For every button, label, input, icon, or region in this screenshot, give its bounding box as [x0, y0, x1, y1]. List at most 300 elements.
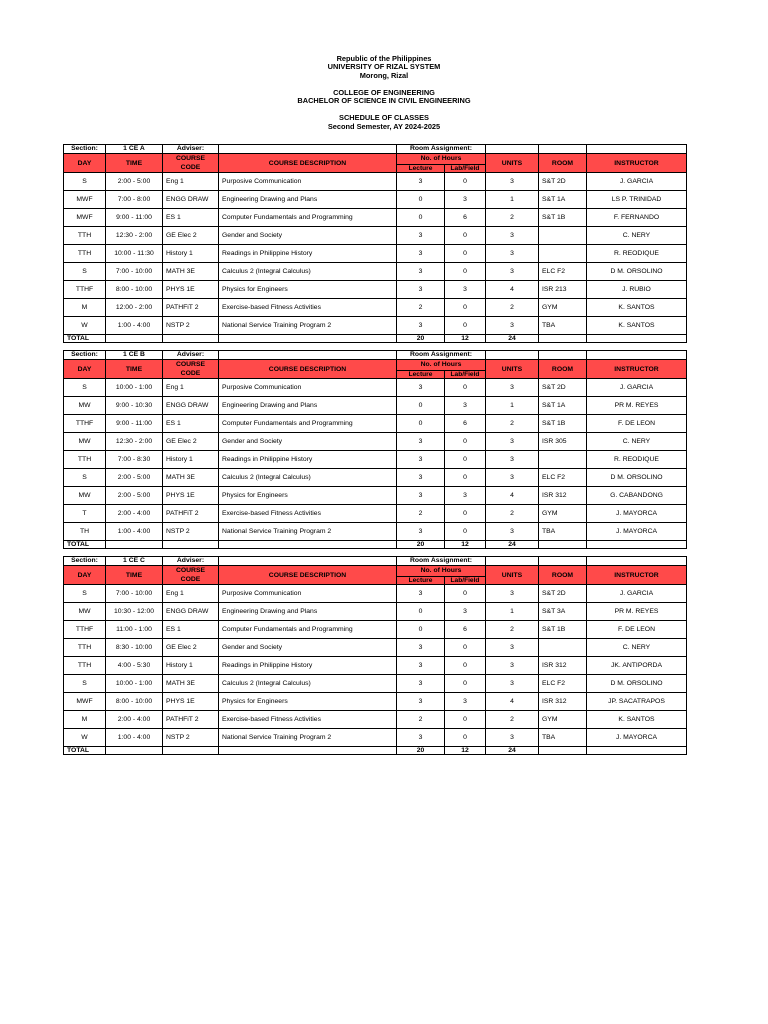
- instructor-cell: K. SANTOS: [587, 711, 687, 729]
- lecture-hours-cell: 3: [397, 639, 445, 657]
- lecture-hours-cell: 3: [397, 585, 445, 603]
- table-row: [64, 173, 687, 191]
- course-description-cell: Calculus 2 (Integral Calculus): [219, 263, 397, 281]
- lecture-hours-cell: 0: [397, 415, 445, 433]
- time-cell: 12:00 - 2:00: [106, 299, 163, 317]
- table-row: [64, 523, 687, 541]
- lecture-hours-cell: 3: [397, 657, 445, 675]
- room-cell: GYM: [539, 299, 587, 317]
- instructor-cell: J. MAYORCA: [587, 729, 687, 747]
- country-line: Republic of the Philippines: [336, 54, 432, 63]
- course-code-cell: PHYS 1E: [163, 693, 219, 711]
- col-room: ROOM: [539, 566, 587, 585]
- table-row: [64, 675, 687, 693]
- room-cell: [539, 639, 587, 657]
- day-cell: MW: [64, 487, 106, 505]
- day-cell: TTH: [64, 639, 106, 657]
- col-course-code: COURSE CODE: [163, 360, 219, 379]
- section-label: Section:: [64, 351, 106, 360]
- col-units: UNITS: [486, 566, 539, 585]
- col-day: DAY: [64, 360, 106, 379]
- col-units: UNITS: [486, 360, 539, 379]
- instructor-cell: G. CABANDONG: [587, 487, 687, 505]
- instructor-cell: F. DE LEON: [587, 621, 687, 639]
- col-course-code: COURSE CODE: [163, 566, 219, 585]
- course-code-cell: PATHFiT 2: [163, 299, 219, 317]
- lab-hours-cell: 0: [445, 469, 486, 487]
- room-cell: S&T 2D: [539, 585, 587, 603]
- course-description-cell: Gender and Society: [219, 227, 397, 245]
- lecture-hours-cell: 3: [397, 523, 445, 541]
- total-lab: 12: [445, 541, 486, 549]
- room-cell: S&T 1B: [539, 621, 587, 639]
- course-code-cell: NSTP 2: [163, 523, 219, 541]
- room-cell: ISR 312: [539, 693, 587, 711]
- table-row: [64, 209, 687, 227]
- col-no-of-hours: No. of Hours: [397, 566, 486, 577]
- room-cell: GYM: [539, 505, 587, 523]
- course-description-cell: Calculus 2 (Integral Calculus): [219, 675, 397, 693]
- instructor-cell: JP. SACATRAPOS: [587, 693, 687, 711]
- course-code-cell: NSTP 2: [163, 729, 219, 747]
- day-cell: S: [64, 379, 106, 397]
- course-code-cell: NSTP 2: [163, 317, 219, 335]
- course-code-cell: PHYS 1E: [163, 281, 219, 299]
- table-row: [64, 281, 687, 299]
- course-code-cell: ENGG DRAW: [163, 397, 219, 415]
- course-code-cell: Eng 1: [163, 173, 219, 191]
- lecture-hours-cell: 2: [397, 505, 445, 523]
- total-units: 24: [486, 541, 539, 549]
- time-cell: 2:00 - 5:00: [106, 469, 163, 487]
- day-cell: TTHF: [64, 281, 106, 299]
- course-code-cell: History 1: [163, 657, 219, 675]
- room-assignment-label: Room Assignment:: [397, 145, 486, 154]
- units-cell: 3: [486, 675, 539, 693]
- instructor-cell: J. MAYORCA: [587, 523, 687, 541]
- lecture-hours-cell: 3: [397, 469, 445, 487]
- day-cell: S: [64, 675, 106, 693]
- table-row: [64, 317, 687, 335]
- course-code-cell: History 1: [163, 451, 219, 469]
- schedule-table-1: [63, 144, 687, 343]
- table-row: [64, 693, 687, 711]
- time-cell: 7:00 - 8:30: [106, 451, 163, 469]
- adviser-value: [219, 145, 397, 154]
- total-units: 24: [486, 335, 539, 343]
- course-description-cell: National Service Training Program 2: [219, 317, 397, 335]
- units-cell: 1: [486, 397, 539, 415]
- lecture-hours-cell: 3: [397, 227, 445, 245]
- course-code-cell: PATHFiT 2: [163, 505, 219, 523]
- table-row: [64, 585, 687, 603]
- col-lab-field: Lab/Field: [445, 370, 486, 378]
- adviser-label: Adviser:: [163, 145, 219, 154]
- time-cell: 10:00 - 11:30: [106, 245, 163, 263]
- lab-hours-cell: 0: [445, 245, 486, 263]
- instructor-cell: D M. ORSOLINO: [587, 675, 687, 693]
- course-description-cell: Computer Fundamentals and Programming: [219, 621, 397, 639]
- units-cell: 3: [486, 379, 539, 397]
- room-assignment-label: Room Assignment:: [397, 351, 486, 360]
- time-cell: 8:00 - 10:00: [106, 281, 163, 299]
- instructor-cell: F. FERNANDO: [587, 209, 687, 227]
- adviser-label: Adviser:: [163, 351, 219, 360]
- section-name: 1 CE A: [106, 145, 163, 154]
- time-cell: 12:30 - 2:00: [106, 227, 163, 245]
- lecture-hours-cell: 3: [397, 451, 445, 469]
- lab-hours-cell: 0: [445, 227, 486, 245]
- course-description-cell: Purposive Communication: [219, 173, 397, 191]
- total-lab: 12: [445, 335, 486, 343]
- lecture-hours-cell: 2: [397, 299, 445, 317]
- col-time: TIME: [106, 360, 163, 379]
- schedule-table-2: [63, 350, 687, 549]
- col-instructor: INSTRUCTOR: [587, 154, 687, 173]
- course-code-cell: ES 1: [163, 415, 219, 433]
- time-cell: 1:00 - 4:00: [106, 729, 163, 747]
- lab-hours-cell: 0: [445, 451, 486, 469]
- meta-blank: [587, 557, 687, 566]
- table-row: [64, 451, 687, 469]
- day-cell: TH: [64, 523, 106, 541]
- course-code-cell: Eng 1: [163, 379, 219, 397]
- lab-hours-cell: 0: [445, 299, 486, 317]
- instructor-cell: F. DE LEON: [587, 415, 687, 433]
- time-cell: 2:00 - 4:00: [106, 505, 163, 523]
- room-cell: ELC F2: [539, 675, 587, 693]
- day-cell: MW: [64, 433, 106, 451]
- units-cell: 4: [486, 693, 539, 711]
- instructor-cell: PR M. REYES: [587, 397, 687, 415]
- course-description-cell: Readings in Philippine History: [219, 245, 397, 263]
- room-cell: S&T 2D: [539, 173, 587, 191]
- time-cell: 9:00 - 10:30: [106, 397, 163, 415]
- col-lab-field: Lab/Field: [445, 164, 486, 172]
- lab-hours-cell: 3: [445, 281, 486, 299]
- lecture-hours-cell: 3: [397, 433, 445, 451]
- room-cell: S&T 2D: [539, 379, 587, 397]
- day-cell: MWF: [64, 693, 106, 711]
- meta-blank: [587, 351, 687, 360]
- room-cell: ELC F2: [539, 469, 587, 487]
- instructor-cell: K. SANTOS: [587, 317, 687, 335]
- course-description-cell: National Service Training Program 2: [219, 729, 397, 747]
- time-cell: 7:00 - 10:00: [106, 585, 163, 603]
- col-lecture: Lecture: [397, 576, 445, 584]
- course-description-cell: Computer Fundamentals and Programming: [219, 415, 397, 433]
- units-cell: 2: [486, 621, 539, 639]
- day-cell: S: [64, 469, 106, 487]
- room-cell: S&T 1B: [539, 415, 587, 433]
- section-name: 1 CE B: [106, 351, 163, 360]
- campus-name: Morong, Rizal: [359, 70, 409, 80]
- units-cell: 3: [486, 227, 539, 245]
- table-row: [64, 711, 687, 729]
- course-description-cell: Gender and Society: [219, 433, 397, 451]
- table-row: [64, 227, 687, 245]
- instructor-cell: R. REODIQUE: [587, 245, 687, 263]
- col-no-of-hours: No. of Hours: [397, 360, 486, 371]
- day-cell: TTH: [64, 657, 106, 675]
- course-description-cell: Engineering Drawing and Plans: [219, 191, 397, 209]
- room-cell: S&T 1A: [539, 191, 587, 209]
- instructor-cell: D M. ORSOLINO: [587, 263, 687, 281]
- table-row: [64, 433, 687, 451]
- units-cell: 4: [486, 281, 539, 299]
- units-cell: 2: [486, 505, 539, 523]
- table-row: [64, 639, 687, 657]
- time-cell: 11:00 - 1:00: [106, 621, 163, 639]
- lab-hours-cell: 6: [445, 209, 486, 227]
- room-cell: TBA: [539, 523, 587, 541]
- course-code-cell: PATHFiT 2: [163, 711, 219, 729]
- time-cell: 10:00 - 1:00: [106, 675, 163, 693]
- instructor-cell: J. GARCIA: [587, 585, 687, 603]
- units-cell: 2: [486, 209, 539, 227]
- lecture-hours-cell: 0: [397, 191, 445, 209]
- time-cell: 8:30 - 10:00: [106, 639, 163, 657]
- col-course-description: COURSE DESCRIPTION: [219, 566, 397, 585]
- lecture-hours-cell: 3: [397, 173, 445, 191]
- lecture-hours-cell: 3: [397, 693, 445, 711]
- col-time: TIME: [106, 154, 163, 173]
- course-description-cell: Gender and Society: [219, 639, 397, 657]
- day-cell: W: [64, 317, 106, 335]
- lab-hours-cell: 3: [445, 693, 486, 711]
- day-cell: TTH: [64, 227, 106, 245]
- time-cell: 7:00 - 10:00: [106, 263, 163, 281]
- lecture-hours-cell: 0: [397, 603, 445, 621]
- day-cell: M: [64, 299, 106, 317]
- course-description-cell: Readings in Philippine History: [219, 451, 397, 469]
- units-cell: 3: [486, 173, 539, 191]
- room-assignment-label: Room Assignment:: [397, 557, 486, 566]
- instructor-cell: J. RUBIO: [587, 281, 687, 299]
- total-lab: 12: [445, 747, 486, 755]
- course-code-cell: History 1: [163, 245, 219, 263]
- room-cell: TBA: [539, 317, 587, 335]
- room-assignment-value: [486, 557, 539, 566]
- room-cell: [539, 451, 587, 469]
- col-instructor: INSTRUCTOR: [587, 360, 687, 379]
- time-cell: 9:00 - 11:00: [106, 209, 163, 227]
- instructor-cell: J. MAYORCA: [587, 505, 687, 523]
- lecture-hours-cell: 3: [397, 245, 445, 263]
- units-cell: 3: [486, 433, 539, 451]
- time-cell: 7:00 - 8:00: [106, 191, 163, 209]
- units-cell: 3: [486, 585, 539, 603]
- day-cell: MWF: [64, 209, 106, 227]
- instructor-cell: D M. ORSOLINO: [587, 469, 687, 487]
- lab-hours-cell: 0: [445, 379, 486, 397]
- course-code-cell: PHYS 1E: [163, 487, 219, 505]
- lab-hours-cell: 3: [445, 397, 486, 415]
- course-description-cell: Exercise-based Fitness Activities: [219, 299, 397, 317]
- day-cell: T: [64, 505, 106, 523]
- time-cell: 8:00 - 10:00: [106, 693, 163, 711]
- lecture-hours-cell: 3: [397, 263, 445, 281]
- lecture-hours-cell: 2: [397, 711, 445, 729]
- units-cell: 2: [486, 415, 539, 433]
- course-code-cell: GE Elec 2: [163, 639, 219, 657]
- course-code-cell: ES 1: [163, 621, 219, 639]
- time-cell: 2:00 - 5:00: [106, 173, 163, 191]
- units-cell: 1: [486, 603, 539, 621]
- units-cell: 1: [486, 191, 539, 209]
- document-header: [0, 55, 768, 131]
- adviser-value: [219, 351, 397, 360]
- lab-hours-cell: 0: [445, 505, 486, 523]
- course-description-cell: Physics for Engineers: [219, 693, 397, 711]
- day-cell: MW: [64, 397, 106, 415]
- lab-hours-cell: 0: [445, 317, 486, 335]
- table-row: [64, 487, 687, 505]
- lecture-hours-cell: 0: [397, 397, 445, 415]
- room-cell: ISR 312: [539, 487, 587, 505]
- course-description-cell: Exercise-based Fitness Activities: [219, 711, 397, 729]
- course-code-cell: MATH 3E: [163, 263, 219, 281]
- adviser-value: [219, 557, 397, 566]
- course-code-cell: GE Elec 2: [163, 433, 219, 451]
- table-row: [64, 729, 687, 747]
- day-cell: W: [64, 729, 106, 747]
- semester-line: Second Semester, AY 2024-2025: [327, 121, 441, 131]
- instructor-cell: R. REODIQUE: [587, 451, 687, 469]
- table-row: [64, 469, 687, 487]
- col-units: UNITS: [486, 154, 539, 173]
- time-cell: 2:00 - 4:00: [106, 711, 163, 729]
- table-row: [64, 379, 687, 397]
- table-row: [64, 191, 687, 209]
- room-cell: GYM: [539, 711, 587, 729]
- units-cell: 3: [486, 729, 539, 747]
- course-code-cell: MATH 3E: [163, 469, 219, 487]
- course-description-cell: Calculus 2 (Integral Calculus): [219, 469, 397, 487]
- day-cell: S: [64, 263, 106, 281]
- day-cell: S: [64, 173, 106, 191]
- schedule-table-3: [63, 556, 687, 755]
- time-cell: 9:00 - 11:00: [106, 415, 163, 433]
- room-cell: [539, 227, 587, 245]
- units-cell: 3: [486, 523, 539, 541]
- lab-hours-cell: 0: [445, 433, 486, 451]
- units-cell: 2: [486, 299, 539, 317]
- college-name: COLLEGE OF ENGINEERING: [333, 87, 435, 97]
- col-lab-field: Lab/Field: [445, 576, 486, 584]
- units-cell: 3: [486, 317, 539, 335]
- col-room: ROOM: [539, 360, 587, 379]
- university-name: UNIVERSITY OF RIZAL SYSTEM: [327, 62, 441, 72]
- table-row: [64, 263, 687, 281]
- col-instructor: INSTRUCTOR: [587, 566, 687, 585]
- units-cell: 3: [486, 639, 539, 657]
- instructor-cell: C. NERY: [587, 227, 687, 245]
- course-description-cell: Exercise-based Fitness Activities: [219, 505, 397, 523]
- col-course-code: COURSE CODE: [163, 154, 219, 173]
- lab-hours-cell: 0: [445, 173, 486, 191]
- room-cell: S&T 1A: [539, 397, 587, 415]
- instructor-cell: J. GARCIA: [587, 379, 687, 397]
- time-cell: 2:00 - 5:00: [106, 487, 163, 505]
- day-cell: MWF: [64, 191, 106, 209]
- time-cell: 4:00 - 5:30: [106, 657, 163, 675]
- course-code-cell: Eng 1: [163, 585, 219, 603]
- day-cell: TTHF: [64, 621, 106, 639]
- col-lecture: Lecture: [397, 370, 445, 378]
- lab-hours-cell: 0: [445, 675, 486, 693]
- lecture-hours-cell: 3: [397, 675, 445, 693]
- lab-hours-cell: 0: [445, 639, 486, 657]
- day-cell: S: [64, 585, 106, 603]
- instructor-cell: C. NERY: [587, 433, 687, 451]
- section-name: 1 CE C: [106, 557, 163, 566]
- meta-blank: [539, 351, 587, 360]
- lab-hours-cell: 0: [445, 711, 486, 729]
- room-cell: ISR 305: [539, 433, 587, 451]
- room-cell: ELC F2: [539, 263, 587, 281]
- total-label: TOTAL: [64, 747, 106, 755]
- table-row: [64, 603, 687, 621]
- time-cell: 12:30 - 2:00: [106, 433, 163, 451]
- table-row: [64, 245, 687, 263]
- time-cell: 10:30 - 12:00: [106, 603, 163, 621]
- units-cell: 2: [486, 711, 539, 729]
- course-code-cell: ES 1: [163, 209, 219, 227]
- adviser-label: Adviser:: [163, 557, 219, 566]
- room-cell: TBA: [539, 729, 587, 747]
- total-label: TOTAL: [64, 541, 106, 549]
- total-lecture: 20: [397, 747, 445, 755]
- col-lecture: Lecture: [397, 164, 445, 172]
- course-description-cell: Computer Fundamentals and Programming: [219, 209, 397, 227]
- course-code-cell: GE Elec 2: [163, 227, 219, 245]
- course-description-cell: Purposive Communication: [219, 585, 397, 603]
- col-course-description: COURSE DESCRIPTION: [219, 360, 397, 379]
- total-lecture: 20: [397, 335, 445, 343]
- program-name: BACHELOR OF SCIENCE IN CIVIL ENGINEERING: [297, 96, 471, 106]
- col-day: DAY: [64, 566, 106, 585]
- instructor-cell: LS P. TRINIDAD: [587, 191, 687, 209]
- total-label: TOTAL: [64, 335, 106, 343]
- instructor-cell: PR M. REYES: [587, 603, 687, 621]
- total-units: 24: [486, 747, 539, 755]
- meta-blank: [539, 557, 587, 566]
- table-row: [64, 299, 687, 317]
- lab-hours-cell: 0: [445, 729, 486, 747]
- room-assignment-value: [486, 145, 539, 154]
- section-label: Section:: [64, 145, 106, 154]
- lab-hours-cell: 0: [445, 585, 486, 603]
- lecture-hours-cell: 3: [397, 729, 445, 747]
- section-label: Section:: [64, 557, 106, 566]
- lecture-hours-cell: 0: [397, 621, 445, 639]
- day-cell: MW: [64, 603, 106, 621]
- col-room: ROOM: [539, 154, 587, 173]
- course-description-cell: National Service Training Program 2: [219, 523, 397, 541]
- document-title: SCHEDULE OF CLASSES: [339, 113, 429, 123]
- lab-hours-cell: 0: [445, 523, 486, 541]
- course-code-cell: ENGG DRAW: [163, 191, 219, 209]
- room-cell: S&T 1B: [539, 209, 587, 227]
- day-cell: TTHF: [64, 415, 106, 433]
- room-cell: [539, 245, 587, 263]
- table-row: [64, 397, 687, 415]
- course-description-cell: Physics for Engineers: [219, 281, 397, 299]
- time-cell: 1:00 - 4:00: [106, 523, 163, 541]
- lab-hours-cell: 3: [445, 487, 486, 505]
- lab-hours-cell: 3: [445, 191, 486, 209]
